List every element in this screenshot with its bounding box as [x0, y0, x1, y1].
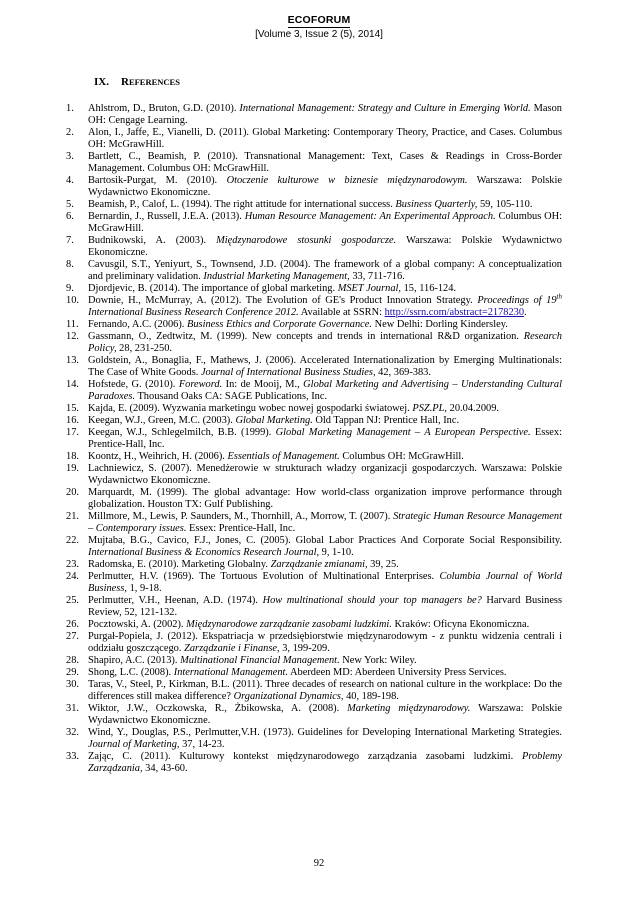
reference-text: 37, 14-23.	[179, 739, 225, 750]
reference-number: 30.	[66, 679, 79, 690]
reference-number: 12.	[66, 331, 79, 342]
reference-text: Columbus OH: McGrawHill.	[88, 211, 562, 234]
reference-title: Marketing międzynarodowy.	[347, 703, 471, 714]
reference-number: 23.	[66, 559, 79, 570]
reference-item	[66, 283, 562, 295]
reference-text: Djordjevic, B. (2014). The importance of global marketing.	[88, 283, 338, 294]
reference-text: Gassmann, O., Zedtwitz, M. (1999). New concepts and trends in international R&D organization.	[88, 331, 524, 342]
reference-title: Foreword.	[178, 379, 223, 390]
reference-number: 24.	[66, 571, 79, 582]
reference-text: 9, 1-10.	[319, 547, 354, 558]
reference-item	[66, 451, 562, 463]
reference-text: Perlmutter, H.V. (1969). The Tortuous Evolution of Multinational Enterprises.	[88, 571, 440, 582]
reference-text: Zając, C. (2011). Kulturowy kontekst międzynarodowego zarządzania zasobami ludzkimi.	[88, 751, 522, 762]
reference-item	[66, 319, 562, 331]
reference-number: 14.	[66, 379, 79, 390]
reference-text: Available at SSRN:	[298, 307, 385, 318]
reference-title: International Management: Strategy and Culture in Emerging World.	[239, 103, 531, 114]
reference-text: 33, 711-716.	[349, 271, 405, 282]
reference-title: Problemy Zarządzania,	[88, 751, 562, 774]
reference-text: Beamish, P., Calof, L. (1994). The right attitude for international success.	[88, 199, 396, 210]
reference-item	[66, 331, 562, 355]
reference-number: 16.	[66, 415, 79, 426]
reference-item	[66, 292, 562, 319]
reference-item	[66, 235, 562, 259]
reference-text: 15, 116-124.	[401, 283, 457, 294]
reference-title: Industrial Marketing Management,	[203, 271, 350, 282]
reference-number: 18.	[66, 451, 79, 462]
reference-item	[66, 631, 562, 655]
reference-text: Alon, I., Jaffe, E., Vianelli, D. (2011). Global Marketing: Contemporary Theory, Practice, and Cases. Columbus OH: McGrawHill.	[88, 127, 562, 150]
reference-text: Mujtaba, B.G., Cavico, F.J., Jones, C. (2005). Global Labor Practices And Corporate Social Responsibility.	[88, 535, 562, 546]
reference-number: 8.	[66, 259, 74, 270]
reference-text: 34, 43-60.	[142, 763, 188, 774]
reference-title: International Business & Economics Research Journal,	[88, 547, 320, 558]
reference-item	[66, 727, 562, 751]
reference-title: MSET Journal,	[337, 283, 402, 294]
reference-number: 7.	[66, 235, 74, 246]
reference-text: New York: Wiley.	[339, 655, 417, 666]
reference-text: Wiktor, J.W., Oczkowska, R., Żbikowska, A. (2008).	[88, 703, 348, 714]
reference-title: PSZ.PL,	[412, 403, 448, 414]
reference-item	[66, 355, 562, 379]
reference-title: Organizational Dynamics,	[233, 691, 344, 702]
reference-text: Bartlett, C., Beamish, P. (2010). Transnational Management: Text, Cases & Readings in Cross-Border Management. Columbus OH: McGrawHill.	[88, 151, 562, 174]
reference-text: Kraków: Oficyna Ekonomiczna.	[391, 619, 530, 630]
reference-text: Warszawa: Polskie Wydawnictwo Ekonomiczne.	[88, 703, 562, 726]
section-number: IX.	[94, 76, 109, 88]
reference-item	[66, 175, 562, 199]
reference-number: 13.	[66, 355, 79, 366]
reference-title: Global Marketing Management – A European Perspective.	[275, 427, 531, 438]
reference-item	[66, 103, 562, 127]
reference-title: Human Resource Management: An Experimental Approach.	[244, 211, 496, 222]
reference-item	[66, 667, 562, 679]
issue-info: [Volume 3, Issue 2 (5), 2014]	[255, 29, 383, 40]
reference-item	[66, 127, 562, 151]
reference-text: Taras, V., Steel, P., Kirkman, B.L. (2011). Three decades of research on national culture in the workplace: Do the differences still makea difference?	[88, 679, 562, 702]
reference-title: Otoczenie kulturowe w biznesie międzynarodowym.	[226, 175, 468, 186]
reference-item	[66, 211, 562, 235]
reference-item	[66, 679, 562, 703]
reference-item	[66, 595, 562, 619]
reference-text: Columbus OH: McGrawHill.	[339, 451, 464, 462]
reference-item	[66, 655, 562, 667]
reference-item	[66, 559, 562, 571]
reference-text: Shong, L.C. (2008).	[88, 667, 174, 678]
reference-number: 2.	[66, 127, 74, 138]
reference-title: How multinational should your top managers be?	[262, 595, 482, 606]
reference-item	[66, 511, 562, 535]
reference-text: Budnikowski, A. (2003).	[88, 235, 217, 246]
page-header	[0, 10, 638, 40]
reference-text: Koontz, H., Weihrich, H. (2006).	[88, 451, 228, 462]
reference-number: 6.	[66, 211, 74, 222]
reference-text: Radomska, E. (2010). Marketing Globalny.	[88, 559, 271, 570]
reference-number: 26.	[66, 619, 79, 630]
reference-number: 4.	[66, 175, 74, 186]
reference-text: Old Tappan NJ: Prentice Hall, Inc.	[312, 415, 460, 426]
reference-text: Keegan, W.J., Schlegelmilch, B.B. (1999).	[88, 427, 276, 438]
reference-item	[66, 487, 562, 511]
reference-title: Zarządzanie i Finanse,	[184, 643, 280, 654]
reference-text: 40, 189-198.	[343, 691, 399, 702]
reference-title: Międzynarodowe zarządzanie zasobami ludzkimi.	[186, 619, 392, 630]
reference-text: 1, 9-18.	[126, 583, 162, 594]
reference-number: 1.	[66, 103, 74, 114]
section-title-initial: R	[120, 76, 129, 88]
reference-item	[66, 427, 562, 451]
reference-title: Essentials of Management.	[227, 451, 340, 462]
reference-text: 59, 105-110.	[477, 199, 533, 210]
reference-title: Journal of Marketing,	[88, 739, 180, 750]
reference-item	[66, 151, 562, 175]
reference-title: Multinational Financial Management.	[180, 655, 340, 666]
reference-title: Global Marketing and Advertising – Understanding Cultural Paradoxes.	[88, 379, 562, 402]
reference-text: Kajda, E. (2009). Wyzwania marketingu wobec nowej gospodarki światowej.	[88, 403, 413, 414]
reference-text: Lachniewicz, S. (2007). Menedżerowie w strukturach władzy organizacji gospodarczych. Warszawa: Polskie Wydawnictwo Ekonomiczne.	[88, 463, 562, 486]
reference-text: In: de Mooij, M.,	[222, 379, 304, 390]
journal-name: ECOFORUM	[287, 14, 351, 26]
reference-title: Strategic Human Resource Management – Contemporary issues.	[88, 511, 562, 534]
reference-title: Journal of International Business Studies,	[200, 367, 376, 378]
reference-number: 21.	[66, 511, 79, 522]
reference-number: 32.	[66, 727, 79, 738]
reference-text: Warszawa: Polskie Wydawnictwo Ekonomiczne.	[88, 175, 562, 198]
reference-text: Downie, H., McMurray, A. (2012). The Evolution of GE's Product Innovation Strategy.	[88, 295, 478, 306]
reference-item	[66, 415, 562, 427]
reference-item	[66, 379, 562, 403]
reference-text: Aberdeen MD: Aberdeen University Press Services.	[288, 667, 507, 678]
reference-number: 22.	[66, 535, 79, 546]
reference-item	[66, 619, 562, 631]
reference-title: Global Marketing.	[235, 415, 313, 426]
reference-text: .	[524, 307, 527, 318]
reference-title: Research Policy,	[88, 331, 562, 354]
reference-title: Business Quarterly,	[395, 199, 478, 210]
reference-title: Columbia Journal of World Business,	[88, 571, 562, 594]
reference-text: 3, 199-209.	[279, 643, 330, 654]
section-title-rest: EFERENCES	[128, 77, 180, 87]
reference-text: Essex: Prentice-Hall, Inc.	[186, 523, 296, 534]
reference-title: International Business Research Conference 2012.	[88, 307, 299, 318]
reference-number: 11.	[66, 319, 79, 330]
reference-number: 15.	[66, 403, 79, 414]
reference-number: 3.	[66, 151, 74, 162]
reference-text: Fernando, A.C. (2006).	[88, 319, 187, 330]
reference-item	[66, 403, 562, 415]
reference-number: 17.	[66, 427, 79, 438]
reference-item	[66, 751, 562, 775]
reference-item	[66, 571, 562, 595]
reference-text: Keegan, W.J., Green, M.C. (2003).	[88, 415, 236, 426]
reference-text: Pocztowski, A. (2002).	[88, 619, 187, 630]
reference-number: 25.	[66, 595, 79, 606]
reference-text: 39, 25.	[367, 559, 399, 570]
reference-text: Essex: Prentice-Hall, Inc.	[88, 427, 562, 450]
reference-item	[66, 535, 562, 559]
reference-title: Proceedings of 19	[477, 295, 557, 306]
reference-text: Millmore, M., Lewis, P. Saunders, M., Thornhill, A., Morrow, T. (2007).	[88, 511, 394, 522]
reference-text: Hofstede, G. (2010).	[88, 379, 179, 390]
reference-text: Thousand Oaks CA: SAGE Publications, Inc.	[135, 391, 328, 402]
reference-title: Business Ethics and Corporate Governance.	[187, 319, 372, 330]
reference-text: New Delhi: Dorling Kindersley.	[372, 319, 508, 330]
reference-number: 33.	[66, 751, 79, 762]
reference-number: 19.	[66, 463, 79, 474]
reference-text: Marquardt, M. (1999). The global advantage: How world-class organization improve performance through globalization. Houston TX: Gulf Publishing.	[88, 487, 562, 510]
reference-text: Purgał-Popiela, J. (2012). Ekspatriacja w przedsiębiorstwie międzynarodowym - z punktu widzenia centrali i oddziału goszczącego.	[88, 631, 562, 654]
reference-number: 9.	[66, 283, 74, 294]
reference-text: Bernardin, J., Russell, J.E.A. (2013).	[88, 211, 245, 222]
reference-text: Bartosik-Purgat, M. (2010).	[88, 175, 227, 186]
reference-text: 20.04.2009.	[447, 403, 499, 414]
reference-item	[66, 199, 562, 211]
page-number: 92	[313, 858, 325, 869]
section-heading	[94, 76, 180, 88]
reference-number: 28.	[66, 655, 79, 666]
reference-text: Shapiro, A.C. (2013).	[88, 655, 181, 666]
reference-text: Perlmutter, V.H., Heenan, A.D. (1974).	[88, 595, 263, 606]
reference-number: 20.	[66, 487, 79, 498]
reference-link[interactable]: http://ssrn.com/abstract=2178230	[384, 307, 525, 318]
reference-item	[66, 259, 562, 283]
reference-item	[66, 463, 562, 487]
reference-text: Cavusgil, S.T., Yeniyurt, S., Townsend, J.D. (2004). The framework of a global company: A conceptualization and preliminary validation.	[88, 259, 562, 282]
reference-number: 5.	[66, 199, 74, 210]
reference-text: Mason OH: Cengage Learning.	[88, 103, 562, 126]
reference-number: 27.	[66, 631, 79, 642]
reference-text: Harvard Business Review, 52, 121-132.	[88, 595, 563, 618]
reference-text: 42, 369-383.	[375, 367, 431, 378]
reference-number: 31.	[66, 703, 79, 714]
reference-number: 10.	[66, 295, 79, 306]
reference-text: Goldstein, A., Bonaglia, F., Mathews, J. (2006). Accelerated Internationalization by Emerging Multinationals: The Case of White Goods.	[88, 355, 562, 378]
reference-number: 29.	[66, 667, 79, 678]
reference-title: Międzynarodowe stosunki gospodarcze.	[216, 235, 397, 246]
reference-list	[66, 103, 562, 775]
reference-title: International Management.	[173, 667, 289, 678]
reference-text: 28, 231-250.	[116, 343, 172, 354]
reference-superscript: th	[556, 292, 562, 301]
reference-item	[66, 703, 562, 727]
reference-text: Wind, Y., Douglas, P.S., Perlmutter,V.H. (1973). Guidelines for Developing International Marketing Strategies.	[88, 727, 562, 738]
reference-text: Ahlstrom, D., Bruton, G.D. (2010).	[88, 103, 240, 114]
reference-text: Warszawa: Polskie Wydawnictwo Ekonomiczne.	[88, 235, 562, 258]
reference-title: Zarządzanie zmianami,	[270, 559, 368, 570]
